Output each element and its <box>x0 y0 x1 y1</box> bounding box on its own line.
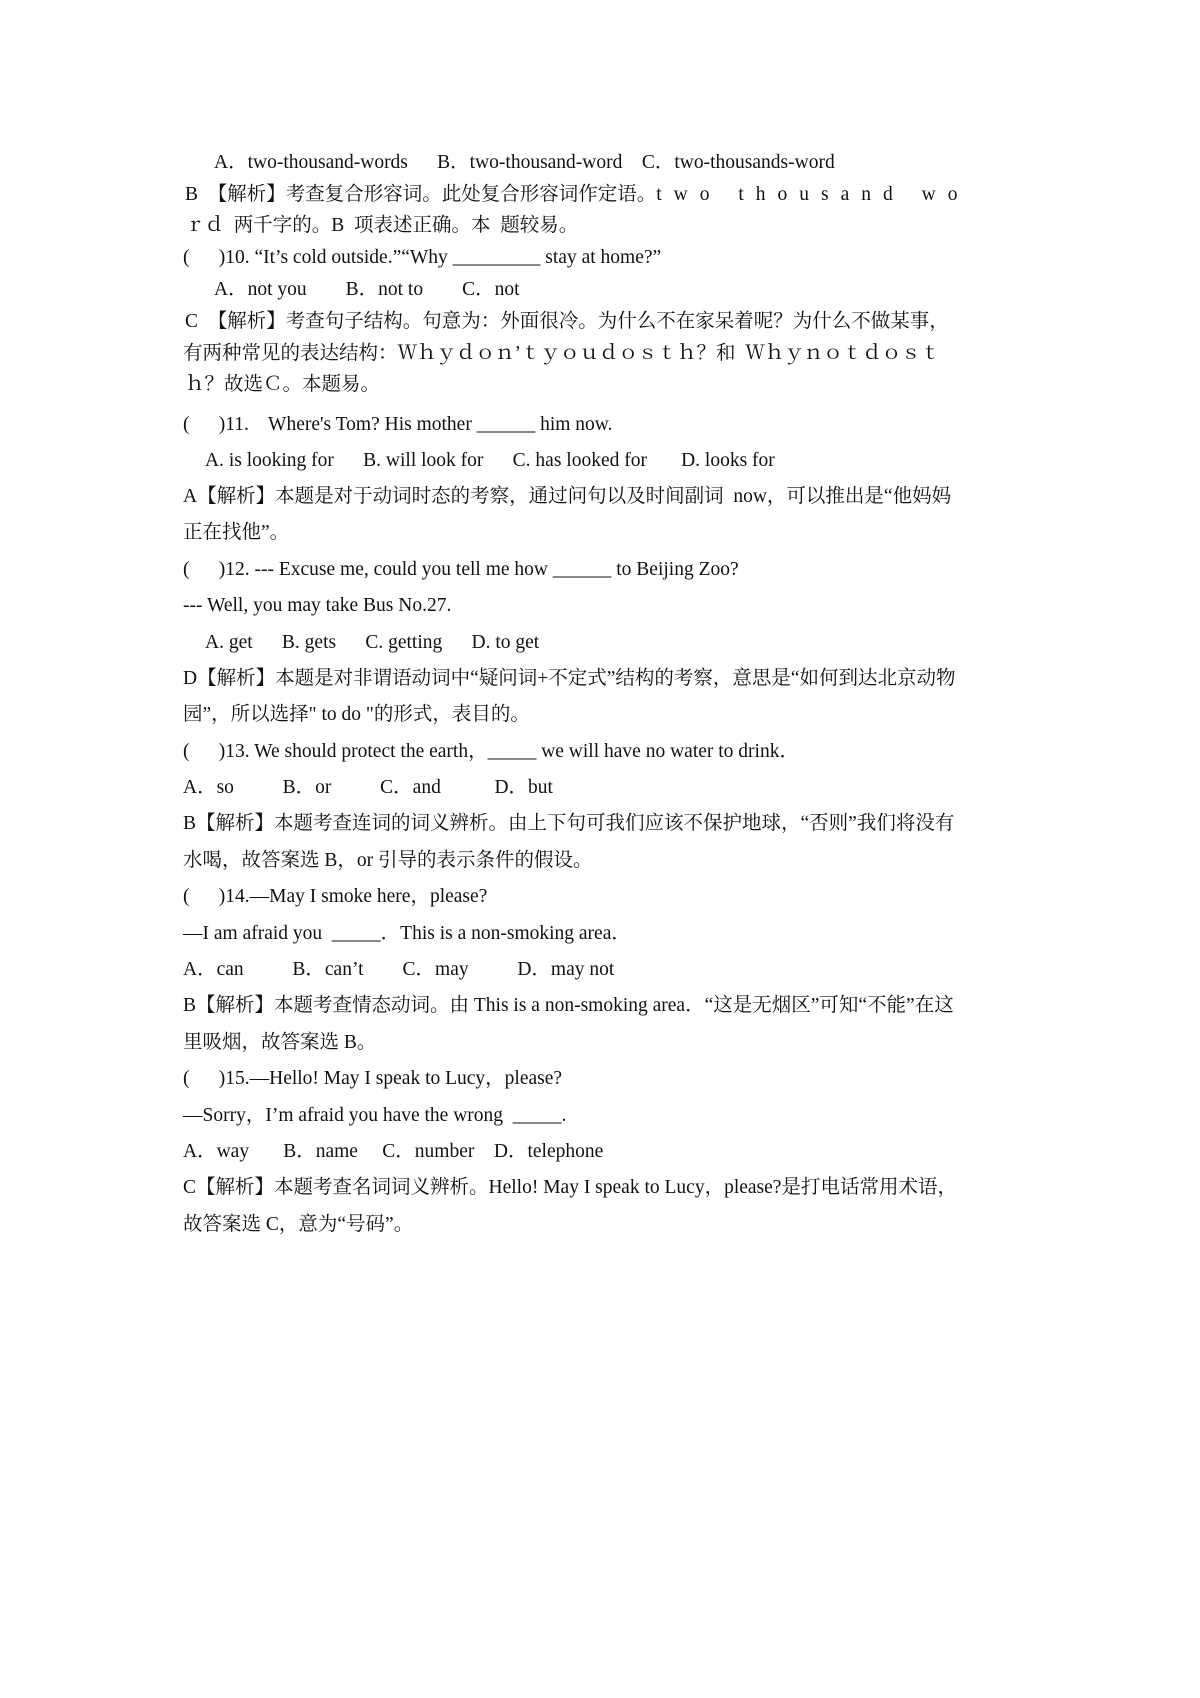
q12-analysis-line1: D【解析】本题是对非谓语动词中“疑问词+不定式”结构的考察，意思是“如何到达北京动物 <box>183 668 956 689</box>
q14-question: ( )14.—May I smoke here，please? <box>183 886 488 907</box>
q14-answer-line: —I am afraid you _____．This is a non-smoking area． <box>183 923 631 944</box>
q11-options: A. is looking for B. will look for C. has looked for D. looks for <box>205 450 775 471</box>
q12-answer-line: --- Well, you may take Bus No.27. <box>183 595 452 616</box>
q14-analysis-line2: 里吸烟，故答案选 B。 <box>183 1032 377 1053</box>
q13-analysis-line2: 水喝，故答案选 B，or 引导的表示条件的假设。 <box>183 850 593 871</box>
q15-analysis-line2: 故答案选 C，意为“号码”。 <box>183 1214 414 1235</box>
q13-options: A．so B．or C．and D．but <box>183 777 553 798</box>
q15-analysis-line1: C【解析】本题考查名词词义辨析。Hello! May I speak to Lucy，please?是打电话常用术语， <box>183 1177 957 1198</box>
q12-options: A. get B. gets C. getting D. to get <box>205 632 540 653</box>
q9-analysis-line2: ｒｄ 两千字的。B 项表述正确。本 题较易。 <box>185 215 579 236</box>
q11-analysis-line2: 正在找他”。 <box>183 522 290 543</box>
q10-analysis-line1: C 【解析】考查句子结构。句意为：外面很冷。为什么不在家呆着呢？为什么不做某事， <box>185 311 949 332</box>
q15-question: ( )15.—Hello! May I speak to Lucy，please? <box>183 1068 563 1089</box>
q11-question: ( )11. Where's Tom? His mother ______ him now. <box>183 414 613 435</box>
q10-analysis-line3: ｈ？故选Ｃ。本题易。 <box>185 374 381 395</box>
q12-analysis-line2: 园”，所以选择" to do "的形式，表目的。 <box>183 704 530 725</box>
q9-options: A．two-thousand-words B．two-thousand-word C．two-thousands-word <box>214 152 835 173</box>
q10-options: A．not you B．not to C．not <box>214 279 520 300</box>
q14-analysis-line1: B【解析】本题考查情态动词。由 This is a non-smoking area．“这是无烟区”可知“不能”在这 <box>183 995 954 1016</box>
q13-analysis-line1: B【解析】本题考查连词的词义辨析。由上下句可我们应该不保护地球，“否则”我们将没有 <box>183 813 955 834</box>
q15-answer-line: —Sorry，I’m afraid you have the wrong _____. <box>183 1105 567 1126</box>
q10-analysis-line2: 有两种常见的表达结构：Ｗｈｙｄｏｎ’ｔｙｏｕｄｏｓｔｈ？和 Ｗｈｙｎｏｔｄｏｓｔ <box>183 343 941 364</box>
q10-question: ( )10. “It’s cold outside.”“Why _________ stay at home?” <box>183 247 662 268</box>
q13-question: ( )13. We should protect the earth，_____ we will have no water to drink． <box>183 741 799 762</box>
q11-analysis-line1: A【解析】本题是对于动词时态的考察，通过问句以及时间副词 now，可以推出是“他妈妈 <box>183 486 952 507</box>
q14-options: A．can B．can’t C．may D．may not <box>183 959 615 980</box>
q12-question: ( )12. --- Excuse me, could you tell me how ______ to Beijing Zoo? <box>183 559 739 580</box>
q15-options: A．way B．name C．number D．telephone <box>183 1141 604 1162</box>
q9-analysis-line1: B 【解析】考查复合形容词。此处复合形容词作定语。two thousand wo <box>185 184 970 205</box>
